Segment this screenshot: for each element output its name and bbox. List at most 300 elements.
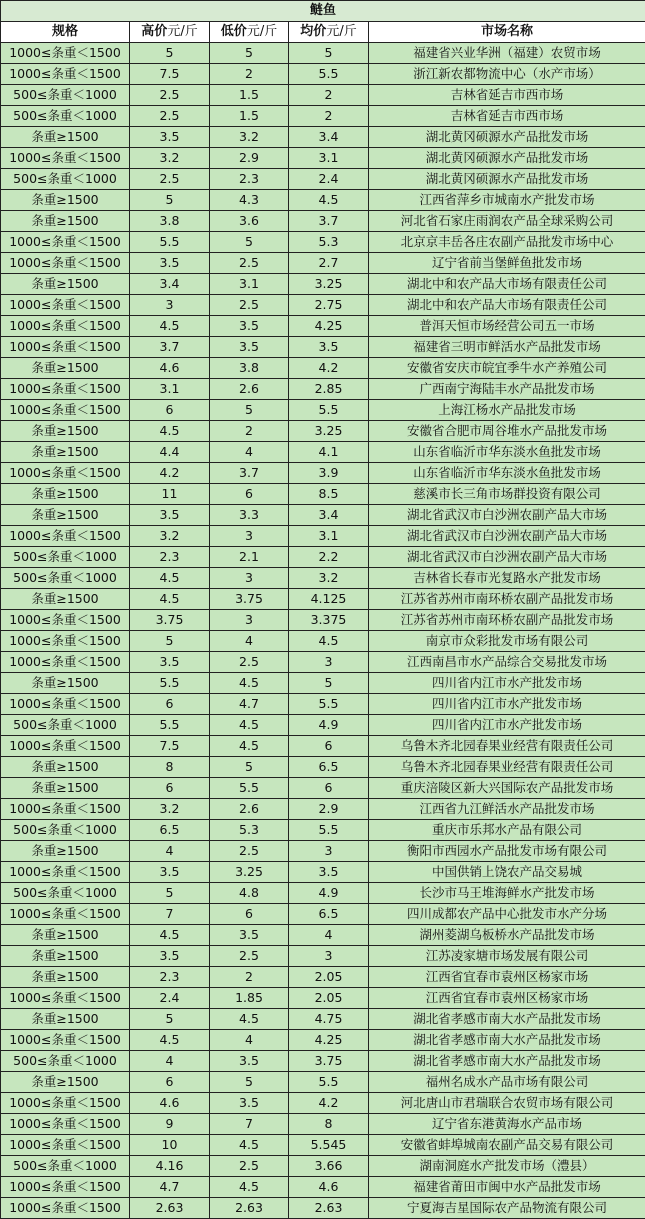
low-price-cell: 4.5 bbox=[210, 1135, 289, 1156]
high-price-cell: 8 bbox=[130, 757, 210, 778]
high-price-cell: 7 bbox=[130, 904, 210, 925]
spec-cell: 条重≥1500 bbox=[1, 673, 130, 694]
low-price-cell: 3.75 bbox=[210, 589, 289, 610]
market-cell: 江西南昌市水产品综合交易批发市场 bbox=[369, 652, 645, 673]
low-price-cell: 4.7 bbox=[210, 694, 289, 715]
table-row bbox=[1, 694, 645, 715]
low-price-cell: 2.3 bbox=[210, 169, 289, 190]
spec-cell: 1000≤条重＜1500 bbox=[1, 379, 130, 400]
avg-price-cell: 4.2 bbox=[289, 1093, 369, 1114]
avg-price-cell: 3.5 bbox=[289, 337, 369, 358]
spec-cell: 1000≤条重＜1500 bbox=[1, 1177, 130, 1198]
high-price-cell: 4.5 bbox=[130, 1030, 210, 1051]
market-cell: 湖南洞庭水产批发市场（澧县） bbox=[369, 1156, 645, 1177]
avg-price-cell: 2 bbox=[289, 85, 369, 106]
table-row bbox=[1, 925, 645, 946]
spec-cell: 1000≤条重＜1500 bbox=[1, 1093, 130, 1114]
spec-cell: 条重≥1500 bbox=[1, 841, 130, 862]
avg-price-cell: 3.1 bbox=[289, 526, 369, 547]
market-cell: 湖北黄冈硕源水产品批发市场 bbox=[369, 127, 645, 148]
avg-price-cell: 6.5 bbox=[289, 757, 369, 778]
table-row bbox=[1, 526, 645, 547]
table-row bbox=[1, 85, 645, 106]
avg-price-cell: 3.25 bbox=[289, 421, 369, 442]
avg-price-cell: 2.4 bbox=[289, 169, 369, 190]
low-price-cell: 3.5 bbox=[210, 925, 289, 946]
high-price-cell: 5.5 bbox=[130, 715, 210, 736]
high-price-cell: 3.5 bbox=[130, 946, 210, 967]
spec-cell: 条重≥1500 bbox=[1, 421, 130, 442]
market-cell: 吉林省长春市光复路水产批发市场 bbox=[369, 568, 645, 589]
spec-cell: 条重≥1500 bbox=[1, 274, 130, 295]
low-price-cell: 4.5 bbox=[210, 1009, 289, 1030]
avg-price-cell: 5.5 bbox=[289, 820, 369, 841]
market-cell: 安徽省合肥市周谷堆水产品批发市场 bbox=[369, 421, 645, 442]
avg-price-cell: 8.5 bbox=[289, 484, 369, 505]
avg-price-cell: 4.2 bbox=[289, 358, 369, 379]
high-price-cell: 2.5 bbox=[130, 106, 210, 127]
high-price-cell: 6 bbox=[130, 694, 210, 715]
low-price-cell: 5 bbox=[210, 1072, 289, 1093]
market-cell: 江苏凌家塘市场发展有限公司 bbox=[369, 946, 645, 967]
spec-cell: 500≤条重＜1000 bbox=[1, 1156, 130, 1177]
low-price-cell: 2.5 bbox=[210, 253, 289, 274]
high-price-cell: 4 bbox=[130, 841, 210, 862]
high-price-cell: 6.5 bbox=[130, 820, 210, 841]
spec-cell: 条重≥1500 bbox=[1, 967, 130, 988]
high-price-cell: 9 bbox=[130, 1114, 210, 1135]
low-price-cell: 3.5 bbox=[210, 316, 289, 337]
table-row bbox=[1, 1135, 645, 1156]
table-row bbox=[1, 820, 645, 841]
spec-cell: 1000≤条重＜1500 bbox=[1, 400, 130, 421]
table-row bbox=[1, 274, 645, 295]
high-price-cell: 6 bbox=[130, 400, 210, 421]
low-price-cell: 4.3 bbox=[210, 190, 289, 211]
low-price-cell: 2.6 bbox=[210, 379, 289, 400]
avg-price-cell: 4.25 bbox=[289, 316, 369, 337]
high-price-cell: 5 bbox=[130, 190, 210, 211]
spec-cell: 1000≤条重＜1500 bbox=[1, 862, 130, 883]
low-price-cell: 2.5 bbox=[210, 946, 289, 967]
header-high-price bbox=[130, 22, 210, 43]
avg-price-cell: 4.1 bbox=[289, 442, 369, 463]
high-price-cell: 5 bbox=[130, 631, 210, 652]
avg-price-cell: 5.5 bbox=[289, 64, 369, 85]
avg-price-cell: 4.9 bbox=[289, 715, 369, 736]
table-row bbox=[1, 673, 645, 694]
low-price-cell: 5.3 bbox=[210, 820, 289, 841]
avg-price-cell: 3.4 bbox=[289, 127, 369, 148]
market-cell: 辽宁省前当堡鲜鱼批发市场 bbox=[369, 253, 645, 274]
spec-cell: 1000≤条重＜1500 bbox=[1, 295, 130, 316]
table-row bbox=[1, 1009, 645, 1030]
market-cell: 乌鲁木齐北园春果业经营有限责任公司 bbox=[369, 757, 645, 778]
market-cell: 湖北省武汉市白沙洲农副产品大市场 bbox=[369, 547, 645, 568]
table-row bbox=[1, 589, 645, 610]
table-row bbox=[1, 757, 645, 778]
spec-cell: 500≤条重＜1000 bbox=[1, 85, 130, 106]
low-price-cell: 3.5 bbox=[210, 337, 289, 358]
table-row bbox=[1, 505, 645, 526]
spec-cell: 条重≥1500 bbox=[1, 127, 130, 148]
low-price-cell: 2.9 bbox=[210, 148, 289, 169]
market-cell: 江苏省苏州市南环桥农副产品批发市场 bbox=[369, 610, 645, 631]
low-price-cell: 3.5 bbox=[210, 1051, 289, 1072]
low-price-cell: 4.5 bbox=[210, 715, 289, 736]
market-cell: 重庆市乐邦水产品有限公司 bbox=[369, 820, 645, 841]
avg-price-cell: 6 bbox=[289, 736, 369, 757]
market-cell: 浙江新农都物流中心（水产市场） bbox=[369, 64, 645, 85]
avg-price-cell: 3.7 bbox=[289, 211, 369, 232]
market-cell: 安徽省蚌埠城南农副产品交易有限公司 bbox=[369, 1135, 645, 1156]
avg-price-cell: 3.4 bbox=[289, 505, 369, 526]
spec-cell: 条重≥1500 bbox=[1, 442, 130, 463]
spec-cell: 条重≥1500 bbox=[1, 1072, 130, 1093]
table-row bbox=[1, 799, 645, 820]
high-price-cell: 3.5 bbox=[130, 127, 210, 148]
low-price-cell: 3 bbox=[210, 568, 289, 589]
table-row bbox=[1, 778, 645, 799]
market-cell: 宁夏海吉星国际农产品物流有限公司 bbox=[369, 1198, 645, 1219]
market-cell: 辽宁省东港黄海水产品市场 bbox=[369, 1114, 645, 1135]
low-price-cell: 2 bbox=[210, 421, 289, 442]
high-price-cell: 3.2 bbox=[130, 148, 210, 169]
avg-price-cell: 3 bbox=[289, 946, 369, 967]
spec-cell: 1000≤条重＜1500 bbox=[1, 799, 130, 820]
high-price-cell: 5 bbox=[130, 883, 210, 904]
low-price-cell: 3.5 bbox=[210, 1093, 289, 1114]
high-price-cell: 2.3 bbox=[130, 547, 210, 568]
avg-price-cell: 8 bbox=[289, 1114, 369, 1135]
avg-price-cell: 2.05 bbox=[289, 967, 369, 988]
market-cell: 福建省三明市鲜活水产品批发市场 bbox=[369, 337, 645, 358]
low-price-cell: 2.6 bbox=[210, 799, 289, 820]
table-row bbox=[1, 232, 645, 253]
spec-cell: 1000≤条重＜1500 bbox=[1, 1135, 130, 1156]
spec-cell: 条重≥1500 bbox=[1, 757, 130, 778]
high-price-cell: 2.5 bbox=[130, 85, 210, 106]
avg-price-cell: 5 bbox=[289, 43, 369, 64]
spec-cell: 500≤条重＜1000 bbox=[1, 106, 130, 127]
spec-cell: 条重≥1500 bbox=[1, 589, 130, 610]
market-cell: 江苏省苏州市南环桥农副产品批发市场 bbox=[369, 589, 645, 610]
high-price-cell: 4.7 bbox=[130, 1177, 210, 1198]
table-row bbox=[1, 547, 645, 568]
table-row bbox=[1, 715, 645, 736]
avg-price-cell: 3.9 bbox=[289, 463, 369, 484]
avg-price-cell: 4.5 bbox=[289, 190, 369, 211]
table-row bbox=[1, 967, 645, 988]
avg-price-cell: 3.66 bbox=[289, 1156, 369, 1177]
low-price-cell: 2.63 bbox=[210, 1198, 289, 1219]
table-row bbox=[1, 484, 645, 505]
avg-price-cell: 5.5 bbox=[289, 694, 369, 715]
table-row bbox=[1, 148, 645, 169]
table-row bbox=[1, 904, 645, 925]
table-row bbox=[1, 295, 645, 316]
market-cell: 吉林省延吉市西市场 bbox=[369, 85, 645, 106]
market-cell: 河北省石家庄雨润农产品全球采购公司 bbox=[369, 211, 645, 232]
table-row bbox=[1, 1093, 645, 1114]
high-price-cell: 2.3 bbox=[130, 967, 210, 988]
market-cell: 中国供销上饶农产品交易城 bbox=[369, 862, 645, 883]
table-row bbox=[1, 841, 645, 862]
high-price-cell: 3.5 bbox=[130, 862, 210, 883]
spec-cell: 1000≤条重＜1500 bbox=[1, 232, 130, 253]
table-row bbox=[1, 43, 645, 64]
avg-price-cell: 4 bbox=[289, 925, 369, 946]
low-price-cell: 2.5 bbox=[210, 295, 289, 316]
high-price-cell: 6 bbox=[130, 778, 210, 799]
spec-cell: 条重≥1500 bbox=[1, 946, 130, 967]
high-price-cell: 3.1 bbox=[130, 379, 210, 400]
spec-cell: 条重≥1500 bbox=[1, 484, 130, 505]
market-cell: 四川成都农产品中心批发市水产分场 bbox=[369, 904, 645, 925]
spec-cell: 1000≤条重＜1500 bbox=[1, 904, 130, 925]
low-price-cell: 2.5 bbox=[210, 1156, 289, 1177]
avg-price-cell: 5 bbox=[289, 673, 369, 694]
market-cell: 湖北省武汉市白沙洲农副产品大市场 bbox=[369, 526, 645, 547]
low-price-cell: 3 bbox=[210, 526, 289, 547]
table-row bbox=[1, 106, 645, 127]
avg-price-cell: 2.63 bbox=[289, 1198, 369, 1219]
spec-cell: 1000≤条重＜1500 bbox=[1, 694, 130, 715]
low-price-cell: 5 bbox=[210, 400, 289, 421]
spec-cell: 1000≤条重＜1500 bbox=[1, 148, 130, 169]
high-price-cell: 3.2 bbox=[130, 799, 210, 820]
spec-cell: 1000≤条重＜1500 bbox=[1, 988, 130, 1009]
spec-cell: 1000≤条重＜1500 bbox=[1, 610, 130, 631]
market-cell: 湖北中和农产品大市场有限责任公司 bbox=[369, 295, 645, 316]
table-row bbox=[1, 463, 645, 484]
high-price-cell: 4.16 bbox=[130, 1156, 210, 1177]
avg-price-cell: 3 bbox=[289, 652, 369, 673]
low-price-cell: 6 bbox=[210, 484, 289, 505]
header-low-price bbox=[210, 22, 289, 43]
spec-cell: 500≤条重＜1000 bbox=[1, 169, 130, 190]
market-cell: 乌鲁木齐北园春果业经营有限责任公司 bbox=[369, 736, 645, 757]
market-cell: 湖北省孝感市南大水产品批发市场 bbox=[369, 1030, 645, 1051]
low-price-cell: 4 bbox=[210, 442, 289, 463]
market-cell: 山东省临沂市华东淡水鱼批发市场 bbox=[369, 463, 645, 484]
avg-price-cell: 3.5 bbox=[289, 862, 369, 883]
table-row bbox=[1, 358, 645, 379]
table-row bbox=[1, 211, 645, 232]
spec-cell: 500≤条重＜1000 bbox=[1, 820, 130, 841]
header-avg-unit: 元/斤 bbox=[326, 24, 357, 39]
high-price-cell: 3.7 bbox=[130, 337, 210, 358]
table-row bbox=[1, 946, 645, 967]
table-row bbox=[1, 883, 645, 904]
market-cell: 湖北省武汉市白沙洲农副产品大市场 bbox=[369, 505, 645, 526]
avg-price-cell: 2.7 bbox=[289, 253, 369, 274]
table-row bbox=[1, 337, 645, 358]
low-price-cell: 5 bbox=[210, 43, 289, 64]
low-price-cell: 3.7 bbox=[210, 463, 289, 484]
high-price-cell: 3.8 bbox=[130, 211, 210, 232]
high-price-cell: 4.6 bbox=[130, 1093, 210, 1114]
market-cell: 广西南宁海陆丰水产品批发市场 bbox=[369, 379, 645, 400]
market-cell: 长沙市马王堆海鲜水产批发市场 bbox=[369, 883, 645, 904]
avg-price-cell: 4.125 bbox=[289, 589, 369, 610]
avg-price-cell: 3.75 bbox=[289, 1051, 369, 1072]
low-price-cell: 4.8 bbox=[210, 883, 289, 904]
spec-cell: 1000≤条重＜1500 bbox=[1, 316, 130, 337]
market-cell: 安徽省安庆市皖宜季牛水产养殖公司 bbox=[369, 358, 645, 379]
table-row bbox=[1, 1072, 645, 1093]
high-price-cell: 5.5 bbox=[130, 232, 210, 253]
title-row bbox=[1, 1, 645, 22]
avg-price-cell: 3.2 bbox=[289, 568, 369, 589]
spec-cell: 条重≥1500 bbox=[1, 505, 130, 526]
market-cell: 湖北黄冈硕源水产品批发市场 bbox=[369, 148, 645, 169]
avg-price-cell: 3.25 bbox=[289, 274, 369, 295]
header-market: 市场名称 bbox=[369, 22, 645, 43]
spec-cell: 1000≤条重＜1500 bbox=[1, 652, 130, 673]
table-row bbox=[1, 64, 645, 85]
avg-price-cell: 2.75 bbox=[289, 295, 369, 316]
table-row bbox=[1, 988, 645, 1009]
high-price-cell: 7.5 bbox=[130, 64, 210, 85]
low-price-cell: 7 bbox=[210, 1114, 289, 1135]
table-row bbox=[1, 127, 645, 148]
spec-cell: 条重≥1500 bbox=[1, 778, 130, 799]
avg-price-cell: 5.545 bbox=[289, 1135, 369, 1156]
avg-price-cell: 5.5 bbox=[289, 400, 369, 421]
table-row bbox=[1, 379, 645, 400]
spec-cell: 500≤条重＜1000 bbox=[1, 1051, 130, 1072]
spec-cell: 500≤条重＜1000 bbox=[1, 715, 130, 736]
spec-cell: 条重≥1500 bbox=[1, 358, 130, 379]
market-cell: 福建省莆田市闽中水产品批发市场 bbox=[369, 1177, 645, 1198]
market-cell: 湖北黄冈硕源水产品批发市场 bbox=[369, 169, 645, 190]
high-price-cell: 3.4 bbox=[130, 274, 210, 295]
low-price-cell: 3.1 bbox=[210, 274, 289, 295]
table-row bbox=[1, 1030, 645, 1051]
header-avg-price bbox=[289, 22, 369, 43]
low-price-cell: 1.5 bbox=[210, 85, 289, 106]
market-cell: 四川省内江市水产批发市场 bbox=[369, 694, 645, 715]
table-row bbox=[1, 316, 645, 337]
spec-cell: 1000≤条重＜1500 bbox=[1, 526, 130, 547]
low-price-cell: 5 bbox=[210, 757, 289, 778]
market-cell: 山东省临沂市华东淡水鱼批发市场 bbox=[369, 442, 645, 463]
table-row bbox=[1, 253, 645, 274]
high-price-cell: 4.6 bbox=[130, 358, 210, 379]
avg-price-cell: 3.375 bbox=[289, 610, 369, 631]
high-price-cell: 3.75 bbox=[130, 610, 210, 631]
table-row bbox=[1, 610, 645, 631]
market-cell: 江西省九江鲜活水产品批发市场 bbox=[369, 799, 645, 820]
avg-price-cell: 5.3 bbox=[289, 232, 369, 253]
spec-cell: 500≤条重＜1000 bbox=[1, 883, 130, 904]
table-title: 鲢鱼 bbox=[1, 1, 645, 22]
low-price-cell: 3 bbox=[210, 610, 289, 631]
high-price-cell: 5 bbox=[130, 43, 210, 64]
spec-cell: 1000≤条重＜1500 bbox=[1, 253, 130, 274]
market-cell: 福州名成水产品市场有限公司 bbox=[369, 1072, 645, 1093]
spec-cell: 1000≤条重＜1500 bbox=[1, 1114, 130, 1135]
spec-cell: 1000≤条重＜1500 bbox=[1, 43, 130, 64]
high-price-cell: 4.5 bbox=[130, 568, 210, 589]
market-cell: 江西省宜春市袁州区杨家市场 bbox=[369, 988, 645, 1009]
avg-price-cell: 6.5 bbox=[289, 904, 369, 925]
avg-price-cell: 4.5 bbox=[289, 631, 369, 652]
high-price-cell: 3.2 bbox=[130, 526, 210, 547]
avg-price-cell: 2.85 bbox=[289, 379, 369, 400]
avg-price-cell: 2.05 bbox=[289, 988, 369, 1009]
market-cell: 四川省内江市水产批发市场 bbox=[369, 673, 645, 694]
high-price-cell: 3.5 bbox=[130, 253, 210, 274]
market-cell: 吉林省延吉市西市场 bbox=[369, 106, 645, 127]
header-high-unit: 元/斤 bbox=[167, 24, 198, 39]
high-price-cell: 4.5 bbox=[130, 421, 210, 442]
header-spec: 规格 bbox=[1, 22, 130, 43]
market-cell: 普洱天恒市场经营公司五一市场 bbox=[369, 316, 645, 337]
high-price-cell: 3 bbox=[130, 295, 210, 316]
table-row bbox=[1, 400, 645, 421]
header-row bbox=[1, 22, 645, 43]
high-price-cell: 3.5 bbox=[130, 652, 210, 673]
market-cell: 湖北中和农产品大市场有限责任公司 bbox=[369, 274, 645, 295]
header-high-label: 高价 bbox=[141, 24, 168, 39]
table-row bbox=[1, 190, 645, 211]
table-row bbox=[1, 1114, 645, 1135]
avg-price-cell: 4.75 bbox=[289, 1009, 369, 1030]
table-row bbox=[1, 862, 645, 883]
spec-cell: 1000≤条重＜1500 bbox=[1, 337, 130, 358]
market-cell: 江西省宜春市袁州区杨家市场 bbox=[369, 967, 645, 988]
header-low-unit: 元/斤 bbox=[246, 24, 278, 39]
high-price-cell: 5 bbox=[130, 1009, 210, 1030]
avg-price-cell: 4.6 bbox=[289, 1177, 369, 1198]
high-price-cell: 5.5 bbox=[130, 673, 210, 694]
spec-cell: 1000≤条重＜1500 bbox=[1, 736, 130, 757]
market-cell: 福建省兴业华洲（福建）农贸市场 bbox=[369, 43, 645, 64]
low-price-cell: 2 bbox=[210, 967, 289, 988]
table-row bbox=[1, 652, 645, 673]
table-row bbox=[1, 568, 645, 589]
high-price-cell: 10 bbox=[130, 1135, 210, 1156]
spec-cell: 1000≤条重＜1500 bbox=[1, 1198, 130, 1219]
high-price-cell: 2.5 bbox=[130, 169, 210, 190]
table-row bbox=[1, 1177, 645, 1198]
header-avg-label: 均价 bbox=[300, 24, 327, 39]
spec-cell: 条重≥1500 bbox=[1, 1009, 130, 1030]
spec-cell: 1000≤条重＜1500 bbox=[1, 463, 130, 484]
high-price-cell: 6 bbox=[130, 1072, 210, 1093]
high-price-cell: 4.5 bbox=[130, 316, 210, 337]
high-price-cell: 4.2 bbox=[130, 463, 210, 484]
table-row bbox=[1, 1198, 645, 1219]
market-cell: 四川省内江市水产批发市场 bbox=[369, 715, 645, 736]
high-price-cell: 4.4 bbox=[130, 442, 210, 463]
low-price-cell: 3.25 bbox=[210, 862, 289, 883]
table-row bbox=[1, 421, 645, 442]
avg-price-cell: 6 bbox=[289, 778, 369, 799]
low-price-cell: 3.3 bbox=[210, 505, 289, 526]
high-price-cell: 3.5 bbox=[130, 505, 210, 526]
high-price-cell: 4.5 bbox=[130, 589, 210, 610]
avg-price-cell: 2.2 bbox=[289, 547, 369, 568]
high-price-cell: 11 bbox=[130, 484, 210, 505]
market-cell: 衡阳市西园水产品批发市场有限公司 bbox=[369, 841, 645, 862]
low-price-cell: 2.1 bbox=[210, 547, 289, 568]
low-price-cell: 1.5 bbox=[210, 106, 289, 127]
table-row bbox=[1, 1051, 645, 1072]
avg-price-cell: 2.9 bbox=[289, 799, 369, 820]
